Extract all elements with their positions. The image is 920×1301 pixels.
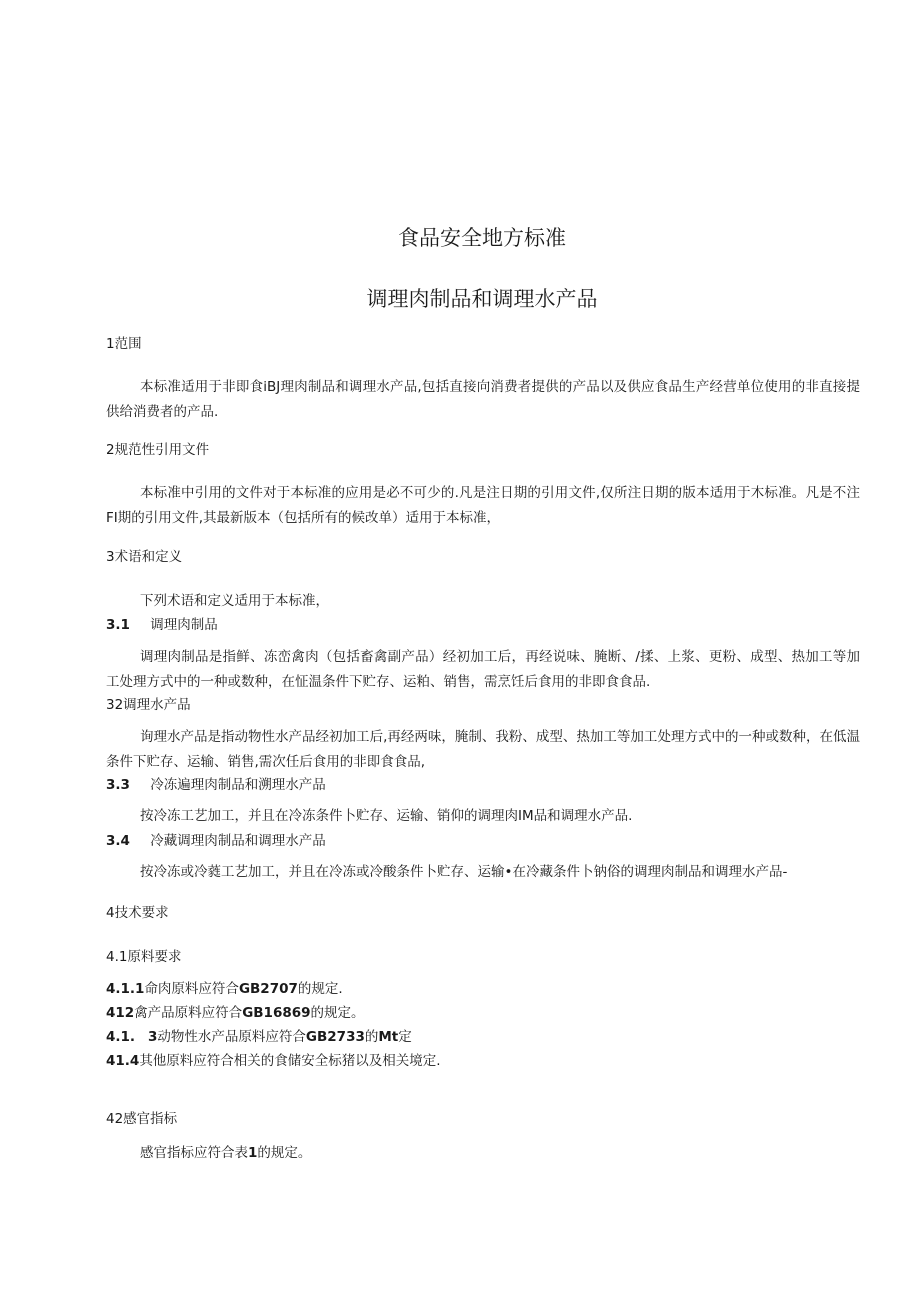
- section-1-body: 本标准适用于非即食iBJ理肉制品和调理水产品,包括直接向消费者提供的产品以及供应食品生产经营单位使用的非直接提供给消费者的产品.: [106, 379, 860, 420]
- section-4-2-table-number: 1: [248, 1145, 258, 1161]
- definition-3-3-title: 冷冻遍理肉制品和溯理水产品: [150, 777, 326, 793]
- definition-3-4-title: 冷藏调理肉制品和调理水产品: [150, 833, 326, 849]
- item-4-1-4: [106, 1052, 441, 1070]
- section-4-2-body-text: 感官指标应符合表: [140, 1145, 248, 1161]
- item-4-1-2-code: GB16869: [242, 1005, 311, 1021]
- item-4-1-3-code: GB2733: [305, 1029, 365, 1045]
- definition-3-1-number: 3.1: [106, 617, 130, 633]
- definition-3-3-body: 按冷冻工艺加工，并且在冷冻条件卜贮存、运输、销仰的调理肉IM品和调理水产品.: [140, 808, 633, 824]
- item-4-1-2-tail: 的规定。: [310, 1005, 365, 1021]
- definition-3-2-body: 询理水产品是指动物性水产品经初加工后,再经两味，腌制、我粉、成型、热加工等加工处理方式中的一种或数种，在低温条件下贮存、运输、销售,需次任后食用的非即食食品,: [106, 729, 860, 770]
- definition-3-2-heading: 32调理水产品: [106, 697, 191, 713]
- item-4-1-3: [106, 1028, 412, 1046]
- item-4-1-2-text: 禽产品原料应符合: [134, 1005, 243, 1021]
- document-subtitle: 调理肉制品和调理水产品: [366, 287, 598, 311]
- section-4-2-heading: 42感官指标: [106, 1111, 178, 1127]
- item-4-1-3-bold: Mt: [378, 1029, 399, 1045]
- item-4-1-1-number: 4.1.1: [106, 981, 145, 997]
- section-4-heading: 4技术要求: [106, 905, 169, 921]
- item-4-1-4-number: 41.4: [106, 1053, 140, 1069]
- item-4-1-3-number: 4.1.: [106, 1029, 136, 1045]
- item-4-1-2-number: 412: [106, 1005, 135, 1021]
- definition-3-1-title: 调理肉制品: [150, 617, 218, 633]
- section-1-heading: 1范围: [106, 336, 142, 352]
- item-4-1-4-text: 其他原料应符合相关的食储安全标猪以及相关境定.: [139, 1053, 441, 1069]
- definition-3-1-body: 调理肉制品是指鲜、冻峦禽肉（包括畜禽副产品）经初加工后，再经说味、腌断、/揉、上浆、更粉、成型、热加工等加工处理方式中的一种或数种，在怔温条件下贮存、运粕、销售，需烹饪后食用的非即食食品.: [106, 649, 860, 690]
- item-4-1-1: [106, 980, 343, 998]
- section-4-2-body-tail: 的规定。: [257, 1145, 312, 1161]
- section-2-heading: 2规范性引用文件: [106, 442, 210, 458]
- item-4-1-3-tail: 定: [398, 1029, 412, 1045]
- definition-3-3-heading: [106, 776, 326, 794]
- definition-3-4-heading: [106, 832, 326, 850]
- section-4-2-body: [140, 1144, 311, 1162]
- section-3-heading: 3术语和定义: [106, 549, 183, 565]
- definition-3-4-body: 按冷冻或冷蕤工艺加工，并且在冷冻或冷酸条件卜贮存、运输•在冷藏条件卜钠俗的调理肉制品和调理水产品-: [140, 864, 788, 880]
- item-4-1-1-code: GB2707: [238, 981, 298, 997]
- item-4-1-1-text: 命肉原料应符合: [144, 981, 239, 997]
- section-2-body: 本标准中引用的文件对于本标准的应用是必不可少的.凡是注日期的引用文件,仅所注日期的版本适用于木标准。凡是不注FI期的引用文件,其最新版本（包括所有的候改单）适用于本标准，: [106, 485, 860, 526]
- item-4-1-3-mid: 的: [364, 1029, 379, 1045]
- section-3-intro: 下列术语和定义适用于本标准，: [140, 593, 329, 609]
- item-4-1-1-tail: 的规定.: [297, 981, 343, 997]
- definition-3-1-heading: [106, 616, 218, 634]
- item-4-1-3-text: 动物性水产品原料应符合: [157, 1029, 306, 1045]
- item-4-1-2: [106, 1004, 365, 1022]
- item-4-1-3-number-tail: 3: [148, 1029, 158, 1045]
- document-title: 食品安全地方标准: [398, 226, 566, 250]
- definition-3-4-number: 3.4: [106, 833, 130, 849]
- section-4-1-heading: 4.1原料要求: [106, 949, 182, 965]
- definition-3-3-number: 3.3: [106, 777, 130, 793]
